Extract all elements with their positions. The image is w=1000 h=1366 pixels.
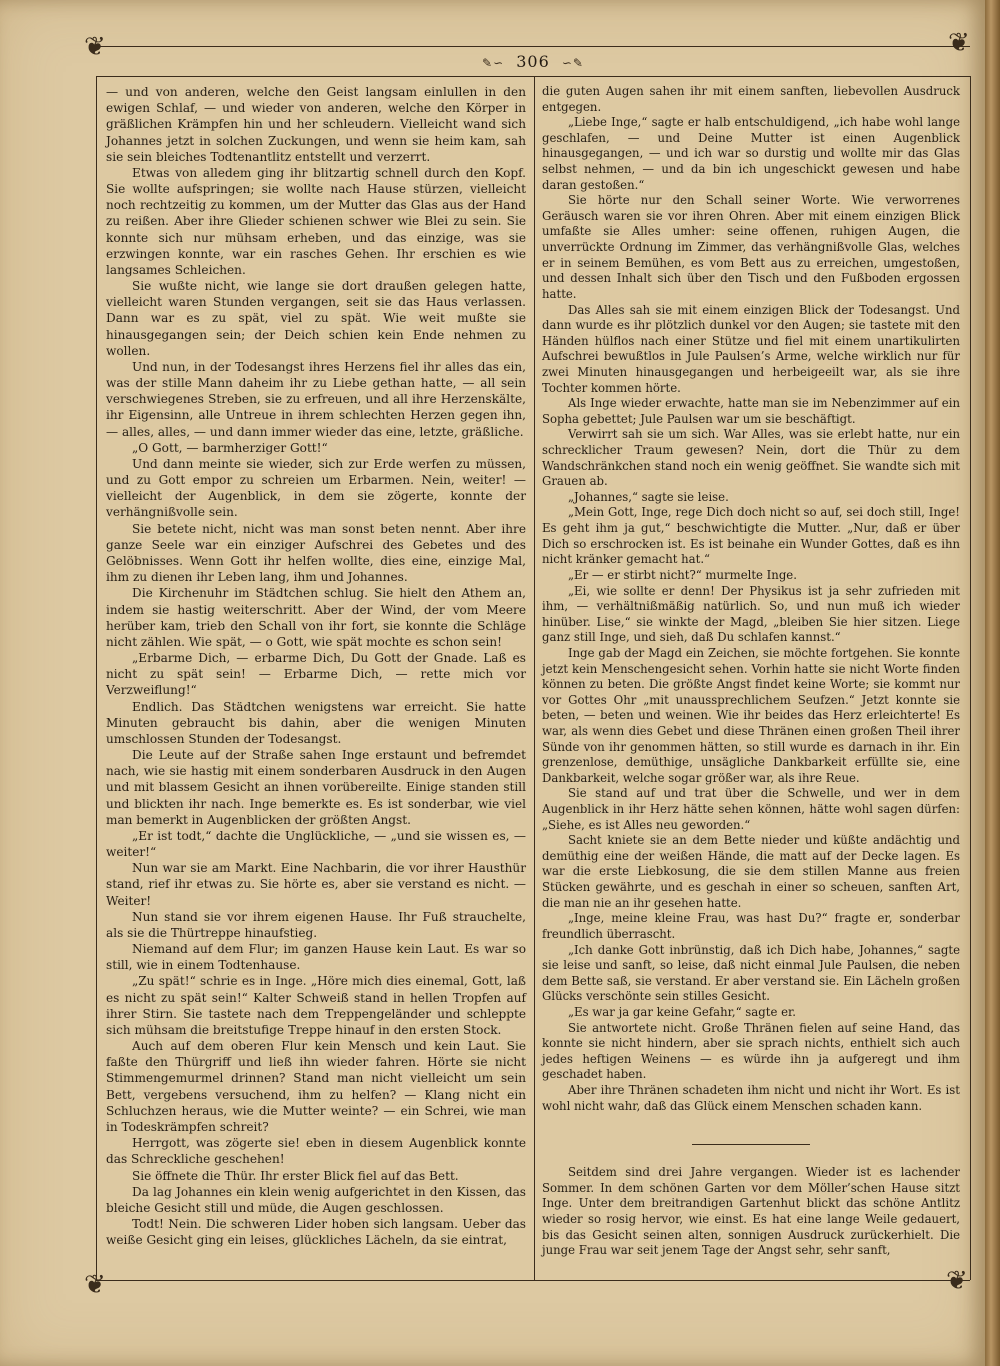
paragraph: Sie öffnete die Thür. Ihr erster Blick fiel auf das Bett. (132, 1168, 459, 1183)
paragraph: „O Gott, — barmherziger Gott!“ (132, 440, 328, 455)
paragraph: Sie betete nicht, nicht was man sonst beten nennt. Aber ihre ganze Seele war ein einziger Aufschrei des Gebetes und des Gelöbnisses. Wenn Gott ihr helfen wollte, dies eine, einzige Mal, ihm zu dienen ihr Leben lang, ihm und Johannes. (106, 521, 526, 585)
page-header (96, 52, 970, 74)
paragraph: „Er — er stirbt nicht?“ murmelte Inge. (568, 567, 797, 582)
paragraph: „Er ist todt,“ dachte die Unglückliche, — „und sie wissen es, — weiter!“ (106, 828, 526, 860)
header-ornament-left: ✎∽ (482, 56, 505, 70)
paragraph: Da lag Johannes ein klein wenig aufgerichtet in den Kissen, das bleiche Gesicht still und müde, die Augen geschlossen. (106, 1184, 526, 1215)
paragraph: Die Kirchenuhr im Städtchen schlug. Sie hielt den Athem an, indem sie hastig weiterschritt. Aber der Wind, der vom Meere herüber kam, trieb den Schall von ihr fort, sie konnte die Schläge nicht zählen. Wie spät, — o Gott, wie spät mochte es schon sein! (106, 586, 526, 649)
paragraph: „Ich danke Gott inbrünstig, daß ich Dich habe, Johannes,“ sagte sie leise und sanft, so leise, daß nicht einmal Jule Paulsen, die neben dem Bette saß, sie verstand. Er aber verstand sie. Ein Lächeln großen Glücks verschönte sein stilles Gesicht. (542, 942, 960, 1004)
paragraph: Auch auf dem oberen Flur kein Mensch und kein Laut. Sie faßte den Thürgriff und ließ ihn wieder fahren. Hörte sie nicht Stimmengemurmel drinnen? Stand man nicht vielleicht um sein Bett, vergebens versuchend, ihm zu helfen? — Klang nicht ein Schluchzen heraus, wie die Mutter weinte? — ein Schrei, wie man in Todeskrämpfen schreit? (106, 1039, 526, 1134)
column-divider-rule (534, 76, 535, 1280)
left-border-rule (96, 76, 97, 1280)
paragraph: — und von anderen, welche den Geist langsam einlullen in den ewigen Schlaf, — und wieder von anderen, welche den Körper in gräßlichen Krämpfen hin und her schleudern. Vielleicht wand sich Johannes jetzt in solchen Zuckungen, und wenn sie heim kam, sah sie sein bleiches Todtenantlitz entstellt und verzerrt. (106, 85, 526, 164)
paragraph: Niemand auf dem Flur; im ganzen Hause kein Laut. Es war so still, wie in einem Todtenhause. (106, 942, 526, 973)
paragraph: Todt! Nein. Die schweren Lider hoben sich langsam. Ueber das weiße Gesicht ging ein leises, glückliches Lächeln, da sie eintrat, (106, 1217, 526, 1248)
header-rule (96, 76, 970, 77)
paragraph: Aber ihre Thränen schadeten ihm nicht und nicht ihr Wort. Es ist wohl nicht wahr, daß das Glück einem Menschen schaden kann. (542, 1083, 960, 1113)
bottom-border-rule (96, 1280, 970, 1281)
paragraph: Sie antwortete nicht. Große Thränen fielen auf seine Hand, das konnte sie nicht hindern, aber sie sprach nichts, enthielt sich auch jedes heftigen Weinens — es würde ihn ja aufgeregt und ihm geschadet haben. (542, 1020, 960, 1082)
page-number: 306 (516, 52, 550, 71)
paragraph: Das Alles sah sie mit einem einzigen Blick der Todesangst. Und dann wurde es ihr plötzlich dunkel vor den Augen; sie tastete mit den Händen hülflos nach einer Stütze und fiel mit einem unartikulirten Aufschrei bewußtlos in Jule Paulsen’s Arme, welche wirklich nur für zwei Minuten hinausgegangen und herbeigeeilt war, als sie ihre Tochter kommen hörte. (542, 302, 960, 395)
paragraph: Sie wußte nicht, wie lange sie dort draußen gelegen hatte, vielleicht waren Stunden vergangen, seit sie das Haus verlassen. Dann war es zu spät, viel zu spät. Wie weit mußte sie hinausgegangen sein; der Deich schien kein Ende nehmen zu wollen. (106, 279, 526, 358)
paragraph: „Mein Gott, Inge, rege Dich doch nicht so auf, sei doch still, Inge! Es geht ihm ja gut,“ beschwichtigte die Mutter. „Nur, daß er über Dich so erschrocken ist. Es ist beinahe ein Wunder Gottes, daß es ihn nicht kränker gemacht hat.“ (542, 505, 960, 567)
paragraph: Herrgott, was zögerte sie! eben in diesem Augenblick konnte das Schreckliche geschehen! (106, 1136, 526, 1167)
paragraph: Verwirrt sah sie um sich. War Alles, was sie erlebt hatte, nur ein schrecklicher Traum gewesen? Nein, dort die Thür zu dem Wandschränkchen stand noch ein wenig geöffnet. Sie wandte sich mit Grauen ab. (542, 427, 960, 489)
paragraph: Die Leute auf der Straße sahen Inge erstaunt und befremdet nach, wie sie hastig mit einem sonderbaren Ausdruck in den Augen und mit blassem Gesicht an ihnen vorübereilte. Einige standen still und blickten ihr nach. Inge bemerkte es. Es ist sonderbar, wie viel man bemerkt in Augenblicken der größten Angst. (106, 748, 526, 827)
paragraph: Und nun, in der Todesangst ihres Herzens fiel ihr alles das ein, was der stille Mann daheim ihr zu Liebe gethan hatte, — all sein verschwiegenes Streben, sie zu erfreuen, und all ihre Herzenskälte, ihr Eigensinn, alle Untreue in ihrem schlechten Herzen gegen ihn, — alles, alles, — und dann immer wieder das eine, letzte, gräßliche. (106, 359, 526, 439)
paragraph: „Ei, wie sollte er denn! Der Physikus ist ja sehr zufrieden mit ihm, — verhältnißmäßig natürlich. So, und nun muß ich wieder hinüber. Lise,“ sie winkte der Magd, „bleiben Sie hier sitzen. Liege ganz still Inge, und sieh, daß Du schlafen kannst.“ (542, 583, 960, 645)
paragraph: Endlich. Das Städtchen wenigstens war erreicht. Sie hatte Minuten gebraucht bis dahin, aber die wenigen Minuten umschlossen Stunden der Todesangst. (106, 699, 526, 746)
paragraph: „Inge, meine kleine Frau, was hast Du?“ fragte er, sonderbar freundlich überrascht. (542, 911, 960, 941)
paragraph: Als Inge wieder erwachte, hatte man sie im Nebenzimmer auf ein Sopha gebettet; Jule Paulsen war um sie beschäftigt. (542, 396, 960, 426)
paragraph: Etwas von alledem ging ihr blitzartig schnell durch den Kopf. Sie wollte aufspringen; sie wollte nach Hause stürzen, vielleicht noch rechtzeitig zu kommen, um der Mutter das Glas aus der Hand zu reißen. Aber ihre Glieder schienen schwer wie Blei zu sein. Sie konnte sich nur mühsam erheben, und das einzige, was sie erzwingen konnte, war ein rasches Gehen. Ihr erschien es wie langsames Schleichen. (106, 165, 526, 277)
paragraph: Nun stand sie vor ihrem eigenen Hause. Ihr Fuß strauchelte, als sie die Thürtreppe hinaufstieg. (106, 909, 526, 940)
corner-ornament-icon: ❦ (84, 1270, 106, 1300)
paragraph: Sacht kniete sie an dem Bette nieder und küßte andächtig und demüthig eine der weißen Hände, die matt auf der Decke lagen. Es war die erste Liebkosung, die sie dem stillen Manne aus freien Stücken gewährte, und es geschah in einer so scheuen, sanften Art, die man nie an ihr gesehen hatte. (542, 833, 960, 910)
corner-ornament-icon: ❦ (946, 1266, 968, 1296)
header-ornament-right: ∽✎ (561, 56, 584, 70)
paragraph: „Johannes,“ sagte sie leise. (568, 489, 729, 504)
corner-ornament-icon: ❦ (948, 28, 970, 58)
left-text-column (106, 84, 526, 1248)
paragraph: „Es war ja gar keine Gefahr,“ sagte er. (568, 1004, 797, 1019)
top-border-rule (96, 46, 970, 47)
right-text-column (542, 84, 960, 1259)
paragraph: Und dann meinte sie wieder, sich zur Erde werfen zu müssen, und zu Gott empor zu schreien um Erbarmen. Nein, weiter! — vielleicht der Augenblick, in dem sie zögerte, konnte der verhängnißvolle sein. (106, 456, 526, 520)
paragraph: „Erbarme Dich, — erbarme Dich, Du Gott der Gnade. Laß es nicht zu spät sein! — Erbarme Dich, — rette mich vor Verzweiflung!“ (106, 651, 526, 698)
paragraph: Nun war sie am Markt. Eine Nachbarin, die vor ihrer Hausthür stand, rief ihr etwas zu. Sie hörte es, aber sie verstand es nicht. — Weiter! (106, 861, 526, 908)
paragraph: Sie hörte nur den Schall seiner Worte. Wie verworrenes Geräusch waren sie vor ihren Ohren. Aber mit einem einzigen Blick umfaßte sie Alles umher: seine offenen, ruhigen Augen, die unverrückte Ordnung im Zimmer, das verhängnißvolle Glas, welches er in seinem Bemühen, es vom Bett aus zu erreichen, umgestoßen, und dessen Inhalt sich über den Tisch und den Fußboden ergossen hatte. (542, 193, 960, 301)
corner-ornament-icon: ❦ (84, 32, 106, 62)
paragraph: „Liebe Inge,“ sagte er halb entschuldigend, „ich habe wohl lange geschlafen, — und Deine Mutter ist einen Augenblick hinausgegangen, — und ich war so durstig und wollte mir das Glas selbst nehmen, — und da bin ich ungeschickt gewesen und habe daran gestoßen.“ (542, 115, 960, 192)
paragraph: Sie stand auf und trat über die Schwelle, und wer in dem Augenblick in ihr Herz hätte sehen können, hätte wohl sagen dürfen: „Siehe, es ist Alles neu geworden.“ (542, 786, 960, 832)
paragraph: „Zu spät!“ schrie es in Inge. „Höre mich dies einemal, Gott, laß es nicht zu spät sein!“ Kalter Schweiß stand in hellen Tropfen auf ihrer Stirn. Sie tastete nach dem Treppengeländer und schleppte sich mühsam die breitstufige Treppe hinauf in den ersten Stock. (106, 974, 526, 1037)
paragraph: Seitdem sind drei Jahre vergangen. Wieder ist es lachender Sommer. In dem schönen Garten vor dem Möller’schen Hause sitzt Inge. Unter dem breitrandigen Gartenhut blickt das schöne Antlitz wieder so rosig hervor, wie einst. Es hat eine lange Weile gedauert, bis das Gesicht seinen alten, sonnigen Ausdruck zurückerhielt. Die junge Frau war seit jenem Tage der Angst sehr, sehr sanft, (542, 1165, 960, 1258)
paragraph: die guten Augen sahen ihr mit einem sanften, liebevollen Ausdruck entgegen. (542, 84, 960, 114)
section-break-rule (692, 1120, 810, 1145)
right-border-rule (970, 76, 971, 1280)
paragraph: Inge gab der Magd ein Zeichen, sie möchte fortgehen. Sie konnte jetzt kein Menschengesicht sehen. Vorhin hatte sie nicht Worte finden können zu beten. Die größte Angst findet keine Worte; sie kommt nur vor Gottes Ohr „mit unaussprechlichem Seufzen.“ Jetzt konnte sie beten, — beten und weinen. Wie ihr beides das Herz erleichterte! Es war, als wenn dies Gebet und diese Thränen einen großen Theil ihrer Sünde von ihr genommen hätten, so still wurde es darnach in ihr. Ein grenzenlose, demüthige, unsägliche Dankbarkeit erfüllte sie, eine Dankbarkeit, welche sogar größer war, als ihre Reue. (542, 645, 960, 785)
book-spine (985, 0, 1000, 1366)
